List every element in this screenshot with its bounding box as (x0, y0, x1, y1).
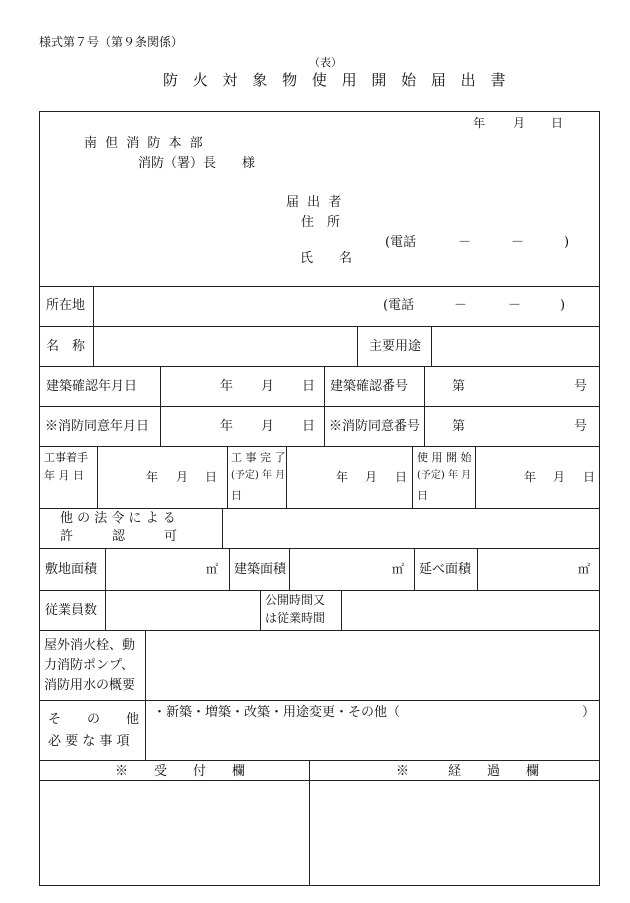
use-start-year: 年 (524, 470, 537, 484)
build-confirm-gou: 号 (574, 379, 588, 394)
construction-end-label-1: 工 事 完 了 (231, 451, 286, 464)
other-law-label-1: 他 の 法 令 に よ る (60, 511, 176, 526)
site-area-label: 敷地面積 (45, 562, 98, 577)
facility-name-label: 名 称 (46, 339, 86, 354)
fire-consent-gou: 号 (574, 419, 588, 434)
other-matters-label-2: 必 要 な 事 項 (48, 734, 130, 749)
construction-end-day: 日 (395, 470, 408, 484)
construction-start-day: 日 (205, 470, 218, 484)
fire-consent-dai: 第 (452, 419, 466, 434)
building-area-label: 建築面積 (234, 562, 287, 577)
use-start-label-3: 日 (417, 489, 428, 502)
form-side: （表） (309, 56, 342, 69)
progress-column-label: ※ 経 過 欄 (396, 764, 540, 779)
fire-consent-date-label: ※消防同意年月日 (45, 419, 150, 434)
build-confirm-day: 日 (302, 379, 316, 394)
location-phone-close: ) (560, 298, 566, 313)
applicant-label: 届 出 者 (286, 195, 344, 210)
construction-end-month: 月 (365, 470, 378, 484)
construction-end-year: 年 (336, 470, 349, 484)
build-confirm-date-label: 建築確認年月日 (46, 379, 138, 394)
hydrant-label-1: 屋外消火栓、動 (44, 638, 136, 653)
date-year: 年 (473, 116, 486, 130)
build-confirm-dai: 第 (452, 379, 466, 394)
phone-dash-2: － (511, 235, 525, 250)
recipient-title: 消防（署）長 様 (138, 156, 256, 171)
phone-dash-1: － (458, 235, 472, 250)
name-label: 氏 名 (300, 251, 353, 266)
location-label: 所在地 (46, 298, 86, 313)
total-floor-area-label: 延べ面積 (419, 562, 472, 577)
use-start-day: 日 (583, 470, 596, 484)
date-month: 月 (513, 116, 526, 130)
construction-end-label-3: 日 (231, 489, 242, 502)
use-start-label-2: (予定) 年 月 (417, 470, 472, 481)
hours-label-1: 公開時間又 (265, 593, 326, 607)
site-area-unit: ㎡ (206, 562, 219, 576)
reception-column-label: ※ 受 付 欄 (115, 764, 246, 779)
use-start-month: 月 (553, 470, 566, 484)
construction-start-label-1: 工事着手 (44, 451, 88, 464)
hydrant-label-3: 消防用水の概要 (44, 678, 136, 693)
construction-start-month: 月 (176, 470, 189, 484)
location-phone-dash-1: － (454, 298, 468, 313)
phone-label: (電話 (385, 235, 417, 250)
use-start-label-1: 使 用 開 始 (417, 451, 472, 464)
employees-label: 従業員数 (45, 603, 98, 618)
build-confirm-year: 年 (220, 379, 234, 394)
form-title: 防 火 対 象 物 使 用 開 始 届 出 書 (163, 71, 511, 89)
location-phone-label: (電話 (383, 298, 415, 313)
form-number: 様式第７号（第９条関係） (39, 35, 184, 49)
other-law-label-2: 許 認 可 (60, 529, 178, 544)
construction-start-year: 年 (146, 470, 159, 484)
recipient-org: 南 但 消 防 本 部 (84, 136, 205, 151)
construction-end-label-2: (予定) 年 月 (231, 470, 286, 481)
building-area-unit: ㎡ (392, 562, 405, 576)
build-confirm-month: 月 (261, 379, 275, 394)
fire-consent-month: 月 (261, 419, 275, 434)
other-matters-options: ・新築・増築・改築・用途変更・その他（ ） (153, 705, 596, 720)
phone-close: ) (564, 235, 570, 250)
location-phone-dash-2: － (508, 298, 522, 313)
hydrant-label-2: 力消防ポンプ、 (44, 658, 134, 673)
hours-label-2: は従業時間 (265, 611, 326, 625)
total-floor-area-unit: ㎡ (578, 562, 591, 576)
other-matters-label-1: そ の 他 (48, 712, 140, 727)
fire-consent-year: 年 (220, 419, 234, 434)
address-label: 住 所 (301, 215, 341, 230)
construction-start-label-2: 年 月 日 (44, 469, 84, 482)
fire-consent-day: 日 (302, 419, 316, 434)
date-day: 日 (551, 116, 564, 130)
build-confirm-no-label: 建築確認番号 (330, 379, 409, 394)
fire-consent-no-label: ※消防同意番号 (329, 419, 421, 434)
main-use-label: 主要用途 (369, 339, 422, 354)
